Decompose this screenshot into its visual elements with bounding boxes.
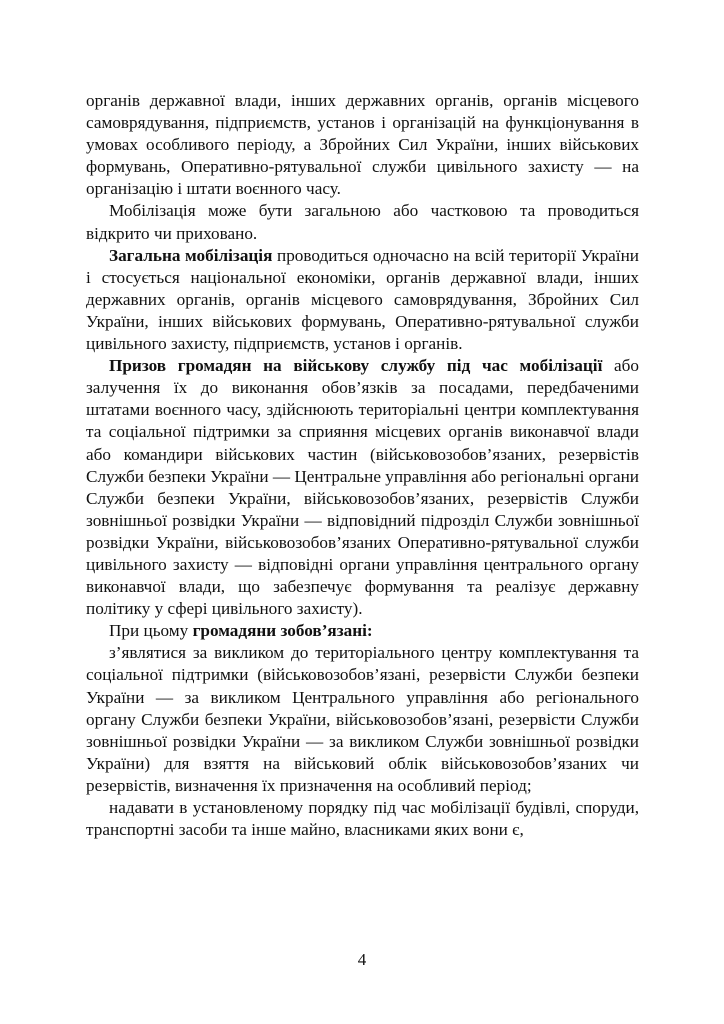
paragraph-5-text: При цьому — [109, 621, 193, 641]
document-page — [86, 90, 639, 841]
paragraph-2 — [86, 200, 639, 244]
paragraph-5 — [86, 620, 639, 642]
paragraph-7-text: надавати в установленому порядку під час мобілізації будівлі, споруди, транспортні засоби та інше майно, власниками яких вони є, — [86, 798, 639, 840]
page-number: 4 — [357, 950, 367, 969]
paragraph-6-text: з’являтися за викликом до територіального центру комплектування та соціальної підтримки (військовозобов’язані, резервісти Служби безпеки України — за викликом Центрального управління або регіонального органу Служби безпеки України, військовозобов’язані, резервісти Служби зовнішньої розвідки України — за викликом Служби зовнішньої розвідки України) для взяття на військовий облік військовозобов’язаних чи резервістів, визначення їх призначення на особливий період; — [86, 643, 639, 795]
paragraph-6 — [86, 642, 639, 797]
paragraph-4 — [86, 355, 639, 620]
paragraph-1 — [86, 90, 639, 200]
paragraph-2-text: Мобілізація може бути загальною або частковою та проводиться відкрито чи приховано. — [86, 201, 639, 243]
paragraph-3 — [86, 245, 639, 355]
paragraph-3-text: проводиться одночасно на всій території України і стосується національної економіки, органів державної влади, інших державних органів, органів місцевого самоврядування, Збройних Сил України, інших військових формувань, Оперативно-рятувальної служби цивільного захисту, підприємств, установ і органів. — [86, 245, 639, 354]
paragraph-7 — [86, 797, 639, 841]
paragraph-1-text: органів державної влади, інших державних органів, органів місцевого самоврядування, підприємств, установ і організацій на функціонування в умовах особливого періоду, а Збройних Сил України, інших військових формувань, Оперативно-рятувальної служби цивільного захисту — на організацію і штати воєнного часу. — [86, 91, 639, 199]
paragraph-3-bold-lead: Загальна мобілізація — [109, 245, 273, 265]
paragraph-4-bold-lead: Призов громадян на військову службу під час мобілізації — [109, 356, 603, 376]
paragraph-5-bold-tail: громадяни зобов’язані: — [192, 621, 373, 641]
paragraph-4-text: або залучення їх до виконання обов’язків за посадами, передбаченими штатами воєнного часу, здійснюють територіальні центри комплектування та соціальної підтримки за сприяння місцевих органів виконавчої влади або командири військових частин (військовозобов’язаних, резервістів Служби безпеки України — Центральне управління або регіональні органи Служби безпеки України, військовозобов’язаних, резервістів Служби зовнішньої розвідки України — відповідний підрозділ Служби зовнішньої розвідки України, військовозобов’язаних Оперативно-рятувальної служби цивільного захисту — відповідні органи управління центрального органу виконавчої влади, що забезпечує формування та реалізує державну політику у сфері цивільного захисту). — [86, 356, 640, 619]
